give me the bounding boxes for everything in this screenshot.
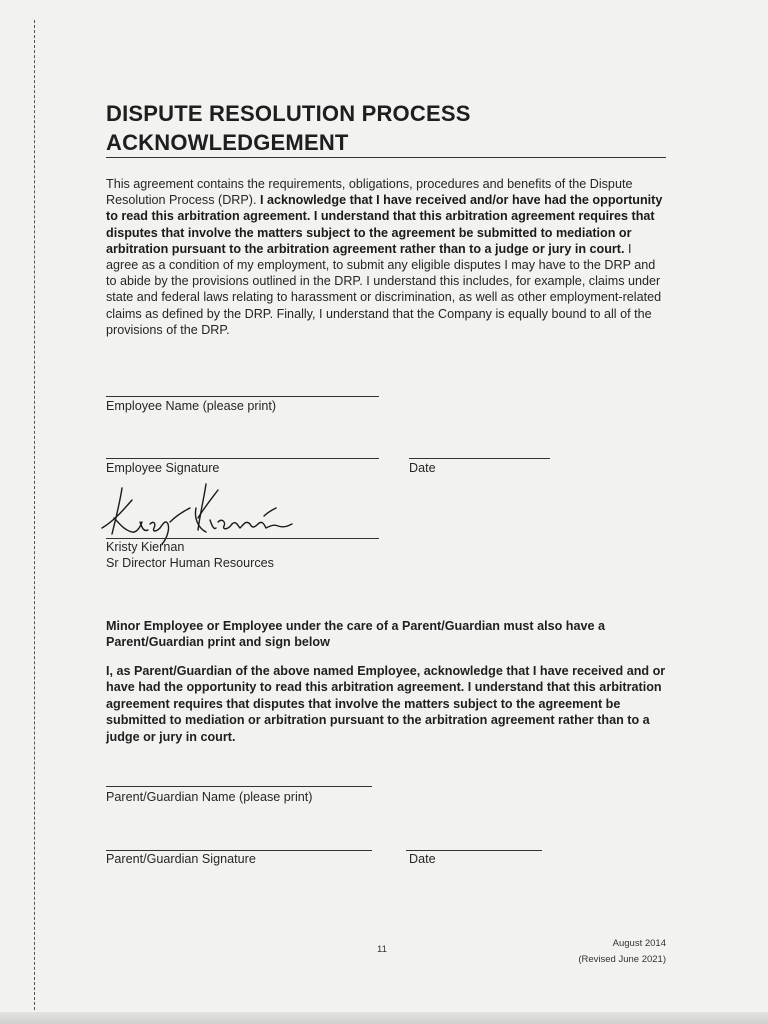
guardian-signature-label: Parent/Guardian Signature [106,852,256,866]
binding-margin-dashes [34,20,35,1010]
date-line[interactable] [409,458,550,459]
employee-name-label: Employee Name (please print) [106,399,277,413]
scan-bottom-edge [0,1012,768,1024]
footer-date: August 2014 [612,938,666,949]
agreement-closing: I agree as a condition of my employment, to submit any eligible disputes I may have to the DRP and to abide by the provisions outlined in the DRP. I understand this includes, for example, claims under state and federal laws relating to harassment or discrimination, as well as other employment-related claims as defined by the DRP. Finally, I understand that the Company is equally bound to all of the provisions of the DRP. [106,241,662,337]
page-number: 11 [377,944,387,955]
guardian-date-label: Date [409,852,436,866]
minor-notice: Minor Employee or Employee under the care of a Parent/Guardian must also have a Parent/Guardian print and sign below [106,619,605,650]
employee-signature-line[interactable] [106,458,379,459]
signer-name: Kristy Kiernan [106,540,185,554]
guardian-name-label: Parent/Guardian Name (please print) [106,790,313,804]
guardian-name-line[interactable] [106,786,372,787]
signer-line [106,538,379,539]
handwritten-signature [98,478,298,546]
guardian-signature-line[interactable] [106,850,372,851]
title-line-1: DISPUTE RESOLUTION PROCESS [106,101,471,126]
title-underline [106,157,666,158]
agreement-intro: This agreement contains the requirements, obligations, procedures and benefits of the Dispute Resolution Process (DRP). [106,177,633,208]
agreement-bold-statement: I acknowledge that I have received and/or have had the opportunity to read this arbitration agreement. I understand that this arbitration agreement requires that disputes that involve the matters subject to the agreement be submitted to mediation or arbitration pursuant to the arbitration agreement rather than to a judge or jury in court. [106,193,663,256]
date-label: Date [409,461,436,475]
employee-name-line[interactable] [106,396,379,397]
title-line-2: ACKNOWLEDGEMENT [106,130,349,155]
footer-revised: (Revised June 2021) [578,954,666,965]
guardian-date-line[interactable] [406,850,542,851]
signer-title: Sr Director Human Resources [106,556,274,570]
agreement-paragraph [106,176,666,338]
document-title [106,99,471,157]
guardian-statement: I, as Parent/Guardian of the above named Employee, acknowledge that I have received and or have had the opportunity to read this arbitration agreement. I understand that this arbitration agreement requires that disputes that involve the matters subject to the agreement be submitted to mediation or arbitration pursuant to the arbitration agreement rather than to a judge or jury in court. [106,664,666,744]
employee-signature-label: Employee Signature [106,461,220,475]
